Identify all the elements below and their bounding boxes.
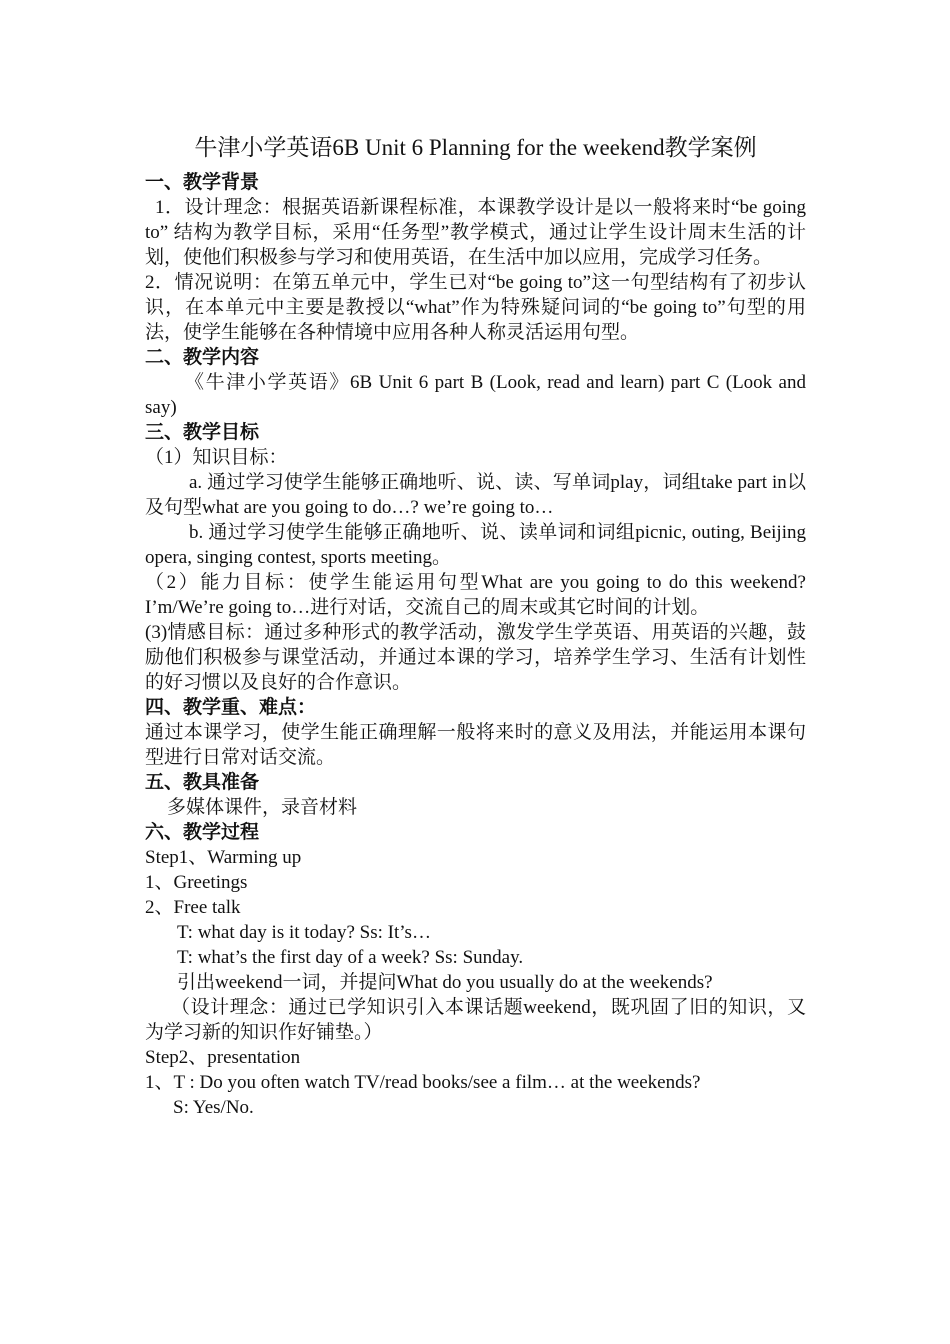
- knowledge-objective-a: a. 通过学习使学生能够正确地听、说、读、写单词play，词组take part in以及句型what are you going to do…? we’re going to…: [145, 472, 806, 518]
- paragraph-situation: 2．情况说明：在第五单元中，学生已对“be going to”这一句型结构有了初步认识，在本单元中主要是教授以“what”作为特殊疑问词的“be going to”句型的用法，使学生能够在各种情境中应用各种人称灵活运用句型。: [145, 272, 806, 343]
- emotion-objective: (3)情感目标：通过多种形式的教学活动，激发学生学英语、用英语的兴趣，鼓励他们积极参与课堂活动，并通过本课的学习，培养学生学习、生活有计划性的好习惯以及良好的合作意识。: [145, 622, 806, 693]
- paragraph-teaching-content: 《牛津小学英语》6B Unit 6 part B (Look, read and learn) part C (Look and say): [145, 372, 806, 418]
- section-heading-teaching-aids: 五、教具准备: [145, 772, 260, 793]
- dialogue-line-3: 引出weekend一词，并提问What do you usually do at the weekends?: [177, 972, 713, 993]
- step1-item-greetings: 1、Greetings: [145, 872, 248, 893]
- step2-heading: Step2、presentation: [145, 1047, 301, 1068]
- section-heading-objectives: 三、教学目标: [145, 422, 260, 443]
- knowledge-objective-label: （1）知识目标：: [145, 447, 288, 468]
- paragraph-teaching-aids: 多媒体课件，录音材料: [167, 797, 358, 818]
- step1-heading: Step1、Warming up: [145, 847, 302, 868]
- dialogue-line-1: T: what day is it today? Ss: It’s…: [177, 922, 431, 943]
- design-note: （设计理念：通过已学知识引入本课话题weekend，既巩固了旧的知识，又为学习新的知识作好铺垫。）: [145, 997, 806, 1043]
- step2-question-1: 1、T : Do you often watch TV/read books/see a film… at the weekends?: [145, 1072, 701, 1093]
- step2-answer-1: S: Yes/No.: [173, 1097, 254, 1118]
- knowledge-objective-b: b. 通过学习使学生能够正确地听、说、读单词和词组picnic, outing, Beijing opera, singing contest, sports meeting。: [145, 522, 806, 568]
- paragraph-design-concept: 1．设计理念：根据英语新课程标准，本课教学设计是以一般将来时“be going to” 结构为教学目标，采用“任务型”教学模式，通过让学生设计周末生活的计划，使他们积极参与学习和使用英语，在生活中加以应用，完成学习任务。: [145, 197, 806, 268]
- document-title: 牛津小学英语6B Unit 6 Planning for the weekend教学案例: [194, 135, 757, 160]
- dialogue-line-2: T: what’s the first day of a week? Ss: Sunday.: [177, 947, 524, 968]
- document-page: [145, 130, 806, 1120]
- ability-objective: （2）能力目标：使学生能运用句型What are you going to do this weekend? I’m/We’re going to…进行对话，交流自己的周末或其它时间的计划。: [145, 572, 806, 618]
- section-heading-background: 一、教学背景: [145, 172, 260, 193]
- section-heading-key-points: 四、教学重、难点：: [145, 697, 317, 718]
- step1-item-free-talk: 2、Free talk: [145, 897, 241, 918]
- section-heading-process: 六、教学过程: [145, 822, 260, 843]
- paragraph-key-points: 通过本课学习，使学生能正确理解一般将来时的意义及用法，并能运用本课句型进行日常对话交流。: [145, 722, 806, 768]
- section-heading-content: 二、教学内容: [145, 347, 260, 368]
